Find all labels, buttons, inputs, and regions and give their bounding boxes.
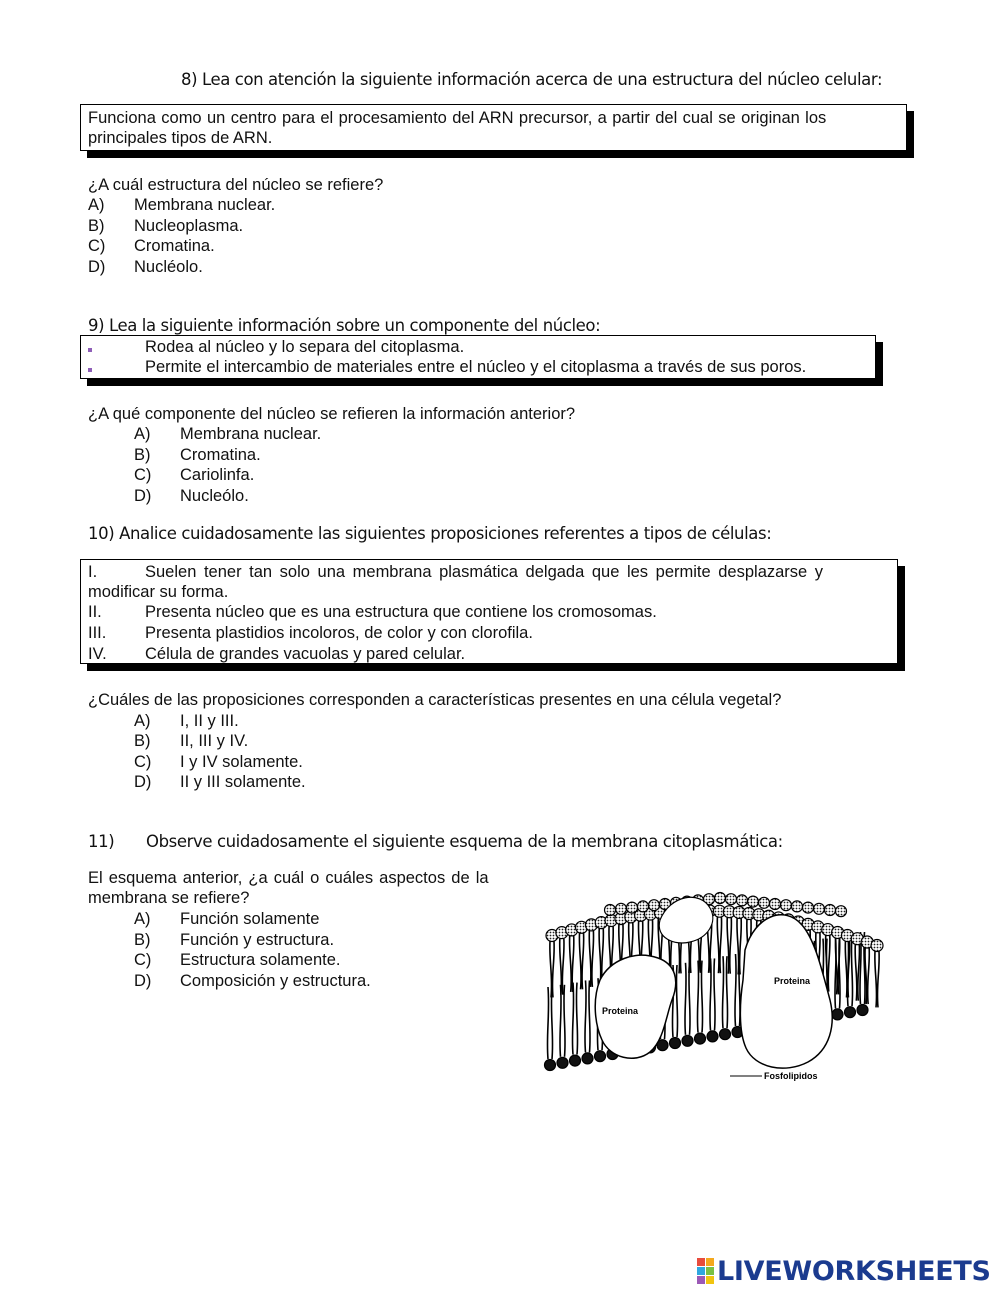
q10-option-d[interactable]: [134, 772, 534, 792]
bullet-icon: [88, 368, 92, 372]
option-letter: C): [134, 951, 152, 969]
q9-question: ¿A qué componente del núcleo se refieren la información anterior?: [88, 405, 576, 423]
lipid-tail: [717, 917, 719, 973]
lipid-head: [582, 1053, 593, 1064]
q10-heading: 10) Analice cuidadosamente las siguientes proposiciones referentes a tipos de células:: [88, 524, 772, 543]
lipid-head: [695, 1033, 706, 1044]
option-letter: B): [134, 931, 151, 949]
q9-option-a[interactable]: [134, 424, 534, 444]
lipid-head: [595, 1051, 606, 1062]
lipid-head: [871, 939, 883, 951]
lipid-head: [616, 903, 627, 914]
logo-text: LIVEWORKSHEETS: [717, 1255, 991, 1287]
q11-heading: Observe cuidadosamente el siguiente esquema de la membrana citoplasmática:: [146, 832, 783, 851]
option-letter: D): [88, 258, 106, 276]
lipid-tail: [589, 980, 590, 1052]
lipid-tail: [585, 980, 586, 1052]
q9-option-c[interactable]: [134, 465, 534, 485]
option-text: Función y estructura.: [180, 931, 335, 949]
option-letter: A): [134, 910, 151, 928]
proposition-number: IV.: [88, 645, 107, 663]
q8-heading: 8) Lea con atención la siguiente información acerca de una estructura del núcleo celular:: [181, 70, 883, 89]
lipid-head: [857, 1005, 868, 1016]
membrane-diagram: [540, 880, 890, 1095]
option-letter: A): [134, 425, 151, 443]
lipid-head: [605, 905, 616, 916]
lipid-tail: [722, 956, 723, 1028]
option-text: Nucleólo.: [180, 487, 249, 505]
lipid-tail: [582, 933, 584, 989]
lipid-head: [792, 901, 803, 912]
option-letter: B): [134, 732, 151, 750]
lipid-head: [737, 895, 748, 906]
lipid-tail: [828, 936, 830, 992]
lipid-tail: [701, 961, 702, 1033]
q8-info-box: [80, 104, 907, 151]
lipid-tail: [576, 983, 577, 1055]
lipid-tail: [599, 929, 601, 985]
q8-option-b[interactable]: [88, 216, 488, 236]
lipid-head: [649, 900, 660, 911]
lipid-tail: [730, 918, 732, 974]
q11-option-d[interactable]: [134, 971, 514, 991]
lipid-tail: [570, 936, 572, 992]
lipid-tail: [855, 945, 857, 1001]
lipid-head: [627, 902, 638, 913]
lipid-tail: [592, 931, 594, 987]
q9-option-d[interactable]: [134, 486, 534, 506]
logo-square: [697, 1276, 705, 1284]
lipid-tail: [547, 987, 548, 1059]
q11-option-a[interactable]: [134, 909, 514, 929]
lipid-tail: [589, 931, 591, 987]
logo-square: [706, 1276, 714, 1284]
phospholipids-label: Fosfolipidos: [764, 1071, 818, 1081]
proposition-1-line2: modificar su forma.: [88, 583, 229, 601]
logo-mark-icon: [697, 1258, 714, 1284]
lipid-tail: [564, 985, 565, 1057]
lipid-tail: [689, 963, 690, 1035]
lipid-head: [836, 906, 847, 917]
q8-question: ¿A cuál estructura del núcleo se refiere?: [88, 176, 384, 194]
lipid-tail: [560, 985, 561, 1057]
q8-option-a[interactable]: [88, 195, 488, 215]
lipid-head: [682, 1035, 693, 1046]
lipid-tail: [851, 934, 852, 1006]
logo-square: [697, 1267, 705, 1275]
option-letter: C): [88, 237, 106, 255]
lipid-tail: [676, 965, 677, 1037]
option-letter: B): [88, 217, 105, 235]
q11-option-b[interactable]: [134, 930, 514, 950]
lipid-tail: [550, 941, 552, 997]
option-letter: A): [134, 712, 151, 730]
lipid-head: [638, 901, 649, 912]
option-letter: A): [88, 196, 105, 214]
option-text: Estructura solamente.: [180, 951, 341, 969]
lipid-tail: [552, 941, 554, 997]
lipid-head: [770, 899, 781, 910]
q10-propositions-box: [80, 559, 898, 664]
lipid-tail: [726, 956, 727, 1028]
lipid-head: [781, 900, 792, 911]
q11-number: 11): [88, 832, 115, 851]
q10-option-a[interactable]: [134, 711, 534, 731]
option-text: Nucleoplasma.: [134, 217, 244, 235]
protein-right-shape: [740, 915, 832, 1068]
option-letter: C): [134, 753, 152, 771]
lipid-head: [803, 902, 814, 913]
option-text: Membrana nuclear.: [134, 196, 276, 214]
lipid-head: [726, 894, 737, 905]
lipid-head: [557, 1057, 568, 1068]
lipid-tail: [875, 951, 877, 1007]
lipid-head: [545, 1060, 556, 1071]
lipid-tail: [551, 987, 552, 1059]
lipid-head: [707, 1031, 718, 1042]
option-letter: D): [134, 773, 152, 791]
lipid-tail: [845, 942, 847, 998]
lipid-tail: [579, 933, 581, 989]
lipid-tail: [572, 983, 573, 1055]
q9-heading: 9) Lea la siguiente información sobre un componente del núcleo:: [88, 316, 601, 335]
q10-option-c[interactable]: [134, 752, 534, 772]
lipid-head: [670, 1038, 681, 1049]
proposition-number: II.: [88, 603, 102, 621]
q9-option-b[interactable]: [134, 445, 534, 465]
q9-info-box: [80, 335, 876, 379]
lipid-head: [748, 896, 759, 907]
option-text: Cromatina.: [180, 446, 261, 464]
option-text: Cromatina.: [134, 237, 215, 255]
lipid-tail: [868, 948, 870, 1004]
liveworksheets-logo: [697, 1255, 991, 1287]
proposition-number: III.: [88, 624, 107, 642]
option-text: Composición y estructura.: [180, 972, 371, 990]
option-text: I, II y III.: [180, 712, 239, 730]
lipid-head: [825, 905, 836, 916]
option-text: Nucléolo.: [134, 258, 203, 276]
lipid-head: [814, 903, 825, 914]
option-text: Cariolinfa.: [180, 466, 255, 484]
protein-left-label: Proteina: [602, 1006, 639, 1016]
lipid-tail: [685, 963, 686, 1035]
lipid-head: [715, 893, 726, 904]
proposition-2: Presenta núcleo que es una estructura que contiene los cromosomas.: [145, 603, 657, 621]
q8-box-line2: principales tipos de ARN.: [88, 129, 273, 147]
proposition-3: Presenta plastidios incoloros, de color y con clorofila.: [145, 624, 533, 642]
lipid-tail: [740, 919, 742, 975]
q8-option-c[interactable]: [88, 236, 488, 256]
logo-square: [697, 1258, 705, 1266]
lipid-tail: [714, 958, 715, 1030]
proposition-4: Célula de grandes vacuolas y pared celular.: [145, 645, 466, 663]
q11-question-line2: membrana se refiere?: [88, 889, 250, 907]
bullet-icon: [88, 348, 92, 352]
lipid-head: [759, 897, 770, 908]
option-letter: D): [134, 487, 152, 505]
proposition-1-line1: Suelen tener tan solo una membrana plasmática delgada que les permite desplazarse y: [145, 563, 824, 581]
logo-square: [706, 1258, 714, 1266]
q9-item-2: Permite el intercambio de materiales entre el núcleo y el citoplasma a través de sus poros.: [145, 358, 807, 376]
lipid-tail: [720, 917, 722, 973]
protein-right-label: Proteina: [774, 976, 811, 986]
option-text: II, III y IV.: [180, 732, 249, 750]
lipid-tail: [735, 954, 736, 1026]
lipid-head: [570, 1055, 581, 1066]
q8-box-line1: Funciona como un centro para el procesamiento del ARN precursor, a partir del cual se originan los: [88, 109, 827, 127]
lipid-head: [845, 1007, 856, 1018]
q10-question: ¿Cuáles de las proposiciones corresponden a características presentes en una célula vegetal?: [88, 691, 782, 709]
lipid-tail: [858, 945, 860, 1001]
lipid-tail: [877, 951, 879, 1007]
option-text: Membrana nuclear.: [180, 425, 322, 443]
q9-item-1: Rodea al núcleo y lo separa del citoplasma.: [145, 338, 465, 356]
option-letter: B): [134, 446, 151, 464]
lipid-head: [832, 1009, 843, 1020]
q8-option-d[interactable]: [88, 257, 488, 277]
option-text: Función solamente: [180, 910, 320, 928]
option-text: II y III solamente.: [180, 773, 306, 791]
proposition-number: I.: [88, 563, 98, 581]
q10-option-b[interactable]: [134, 731, 534, 751]
lipid-head: [720, 1029, 731, 1040]
logo-square: [706, 1267, 714, 1275]
option-text: I y IV solamente.: [180, 753, 303, 771]
option-letter: D): [134, 972, 152, 990]
q11-option-c[interactable]: [134, 950, 514, 970]
lipid-tail: [737, 919, 739, 975]
option-letter: C): [134, 466, 152, 484]
q11-question-line1: El esquema anterior, ¿a cuál o cuáles aspectos de la: [88, 869, 489, 887]
